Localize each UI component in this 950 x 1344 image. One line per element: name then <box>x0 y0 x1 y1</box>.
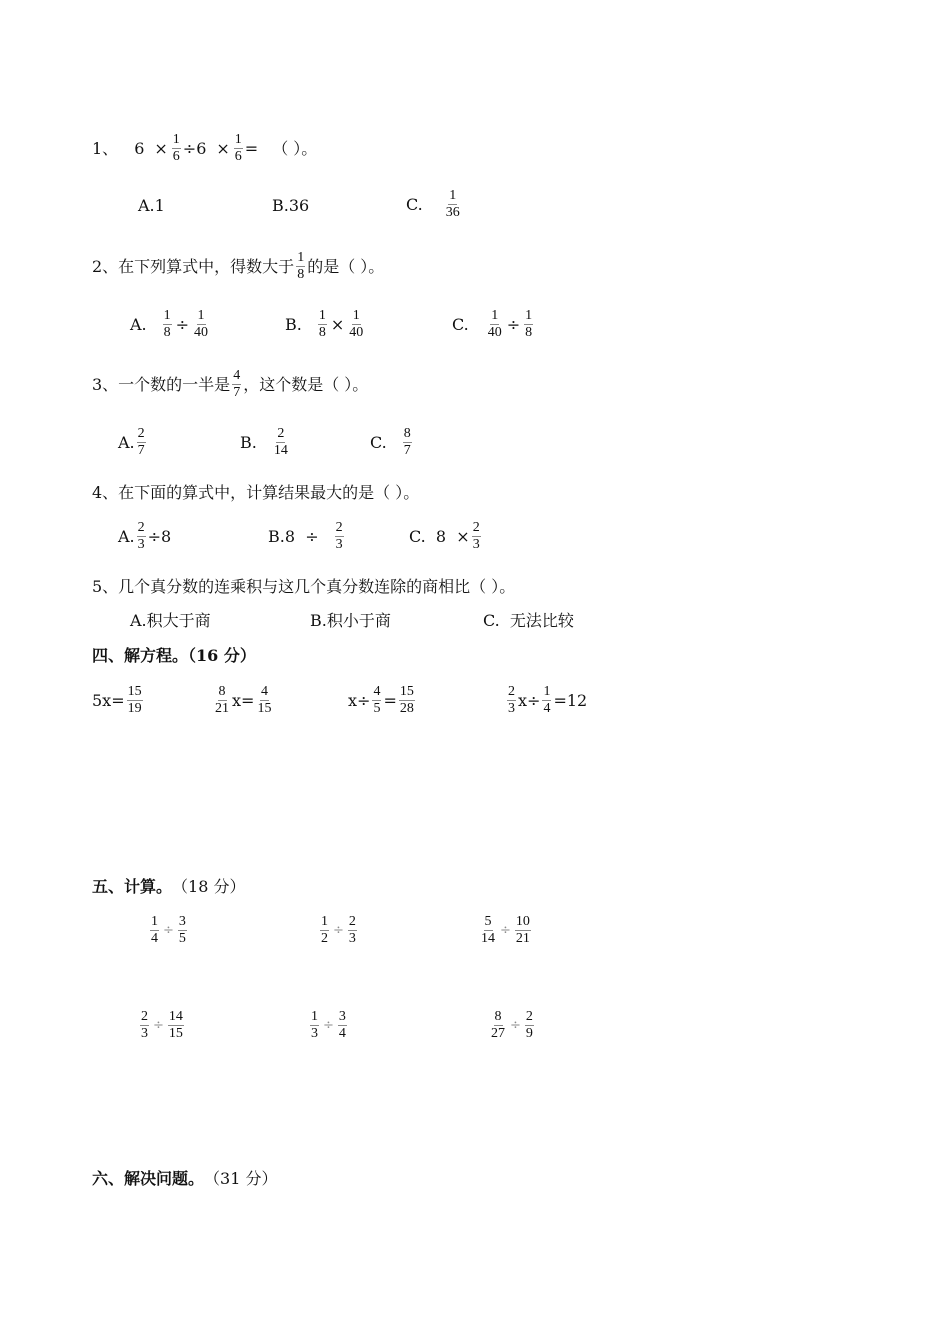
p5-fraction-1: $\frac{1}{3}$ <box>311 1009 318 1041</box>
q4-a-tail: ÷8 <box>147 526 172 546</box>
q4-option-c-label: C. 8 × <box>409 526 470 546</box>
calc-problem-2 <box>318 914 359 947</box>
q1-multiply: × <box>154 138 168 158</box>
q2-option-c-label: C. <box>452 314 469 334</box>
q3-option-c-label: C. <box>370 432 387 452</box>
section-5-points: （18 分） <box>172 877 246 896</box>
eq3-fraction-1: $\frac{4}{5}$ <box>373 684 381 716</box>
q1-option-c-fraction: $\frac{1}{36}$ <box>445 188 460 220</box>
q2-b-fraction-2: $\frac{1}{40}$ <box>349 308 364 340</box>
calc-problem-1 <box>148 914 189 947</box>
section-6-points: （31 分） <box>204 1169 278 1188</box>
p3-operator: ÷ <box>500 923 511 938</box>
section-4-title: 四、解方程。（16 分） <box>92 646 256 665</box>
q3-stem-after: ，这个数是（ ）。 <box>243 374 369 394</box>
q5-option-c: C. 无法比较 <box>483 611 574 630</box>
q2-b-operator: × <box>330 314 345 334</box>
calc-problem-6 <box>488 1009 536 1042</box>
q2-a-operator: ÷ <box>175 314 190 334</box>
q2-stem-after: 的是（ ）。 <box>307 256 385 276</box>
q2-a-fraction-1: $\frac{1}{8}$ <box>163 308 171 340</box>
eq3-lhs: x÷ <box>348 690 371 710</box>
q1-multiply-2: × <box>216 138 230 158</box>
p1-fraction-2: $\frac{3}{5}$ <box>178 914 186 946</box>
p5-fraction-2: $\frac{3}{4}$ <box>338 1009 346 1041</box>
q1-operand: 6 <box>134 138 145 158</box>
eq2-mid: x= <box>232 690 255 710</box>
question-2 <box>92 250 384 283</box>
section-6-title-text: 六、解决问题。 <box>92 1169 205 1188</box>
p2-operator: ÷ <box>333 923 344 938</box>
q3-stem-before: 3、一个数的一半是 <box>92 374 231 394</box>
p6-fraction-1: $\frac{8}{27}$ <box>491 1009 505 1041</box>
q1-prefix: 1、 <box>92 138 119 158</box>
p1-fraction-1: $\frac{1}{4}$ <box>151 914 158 946</box>
eq1-fraction: $\frac{15}{19}$ <box>127 684 142 716</box>
p6-fraction-2: $\frac{2}{9}$ <box>525 1009 533 1041</box>
q4-option-b <box>268 520 346 553</box>
q2-option-b <box>285 308 366 341</box>
equation-2 <box>212 684 274 717</box>
p4-fraction-2: $\frac{14}{15}$ <box>168 1009 183 1041</box>
q3-option-b-label: B. <box>240 432 257 452</box>
eq4-fraction-2: $\frac{1}{4}$ <box>543 684 551 716</box>
eq2-fraction-1: $\frac{8}{21}$ <box>215 684 229 716</box>
q1-fraction-1: $\frac{1}{6}$ <box>172 132 180 164</box>
question-3 <box>92 368 368 401</box>
q4-option-a-label: A. <box>118 526 135 546</box>
section-5-title-text: 五、计算。 <box>92 877 173 896</box>
eq3-mid: = <box>383 690 397 710</box>
q2-c-fraction-1: $\frac{1}{40}$ <box>487 308 502 340</box>
q3-option-a-label: A. <box>118 432 135 452</box>
q2-option-a-label: A. <box>130 314 147 334</box>
eq2-fraction-2: $\frac{4}{15}$ <box>257 684 272 716</box>
equation-1 <box>92 684 145 717</box>
q2-stem-before: 2、在下列算式中，得数大于 <box>92 256 295 276</box>
q3-option-a <box>118 426 148 459</box>
p2-fraction-1: $\frac{1}{2}$ <box>321 914 328 946</box>
p3-fraction-1: $\frac{5}{14}$ <box>481 914 495 946</box>
section-6-title <box>92 1171 277 1187</box>
q3-stem-fraction: $\frac{4}{7}$ <box>233 368 241 400</box>
eq4-tail: =12 <box>553 690 588 710</box>
q2-c-fraction-2: $\frac{1}{8}$ <box>525 308 533 340</box>
q2-stem-fraction: $\frac{1}{8}$ <box>297 250 305 282</box>
eq3-fraction-2: $\frac{15}{28}$ <box>399 684 414 716</box>
question-4: 4、在下面的算式中，计算结果最大的是（ ）。 <box>92 483 420 502</box>
q4-option-b-label: B.8 ÷ <box>268 526 319 546</box>
q2-b-fraction-1: $\frac{1}{8}$ <box>318 308 326 340</box>
eq4-mid: x÷ <box>518 690 541 710</box>
q4-option-a <box>118 520 171 553</box>
q1-equals: = <box>244 138 259 158</box>
q4-a-fraction: $\frac{2}{3}$ <box>137 520 145 552</box>
q3-option-c <box>370 426 414 459</box>
q3-a-fraction: $\frac{2}{7}$ <box>137 426 145 458</box>
eq1-lhs: 5x= <box>92 690 125 710</box>
q3-c-fraction: $\frac{8}{7}$ <box>403 426 411 458</box>
p2-fraction-2: $\frac{2}{3}$ <box>348 914 356 946</box>
equation-4 <box>505 684 587 717</box>
q2-option-c <box>452 308 535 341</box>
q1-option-c <box>406 188 463 221</box>
q5-option-b: B.积小于商 <box>310 611 391 630</box>
question-1 <box>92 132 317 165</box>
q2-a-fraction-2: $\frac{1}{40}$ <box>194 308 209 340</box>
q2-option-a <box>130 308 211 341</box>
q4-c-fraction: $\frac{2}{3}$ <box>472 520 480 552</box>
q1-answer-blank: （ ）。 <box>272 138 318 158</box>
p6-operator: ÷ <box>510 1018 521 1033</box>
q1-fraction-2: $\frac{1}{6}$ <box>234 132 242 164</box>
q1-divide: ÷6 <box>182 138 207 158</box>
q3-b-fraction: $\frac{2}{14}$ <box>273 426 288 458</box>
p3-fraction-2: $\frac{10}{21}$ <box>515 914 530 946</box>
p1-operator: ÷ <box>163 923 174 938</box>
p4-fraction-1: $\frac{2}{3}$ <box>141 1009 148 1041</box>
q1-option-c-label: C. <box>406 194 423 214</box>
calc-problem-4 <box>138 1009 186 1042</box>
q2-option-b-label: B. <box>285 314 302 334</box>
calc-problem-3 <box>478 914 533 947</box>
calc-problem-5 <box>308 1009 349 1042</box>
p5-operator: ÷ <box>323 1018 334 1033</box>
equation-3 <box>348 684 417 717</box>
p4-operator: ÷ <box>153 1018 164 1033</box>
q2-c-operator: ÷ <box>506 314 521 334</box>
q3-option-b <box>240 426 291 459</box>
eq4-fraction-1: $\frac{2}{3}$ <box>508 684 515 716</box>
section-5-title <box>92 879 245 895</box>
q5-option-a: A.积大于商 <box>130 611 211 630</box>
question-5: 5、几个真分数的连乘积与这几个真分数连除的商相比（ ）。 <box>92 577 516 596</box>
q4-option-c <box>409 520 483 553</box>
q1-option-a: A.1 <box>138 196 165 215</box>
q4-b-fraction: $\frac{2}{3}$ <box>335 520 343 552</box>
q1-option-b: B.36 <box>272 196 310 215</box>
